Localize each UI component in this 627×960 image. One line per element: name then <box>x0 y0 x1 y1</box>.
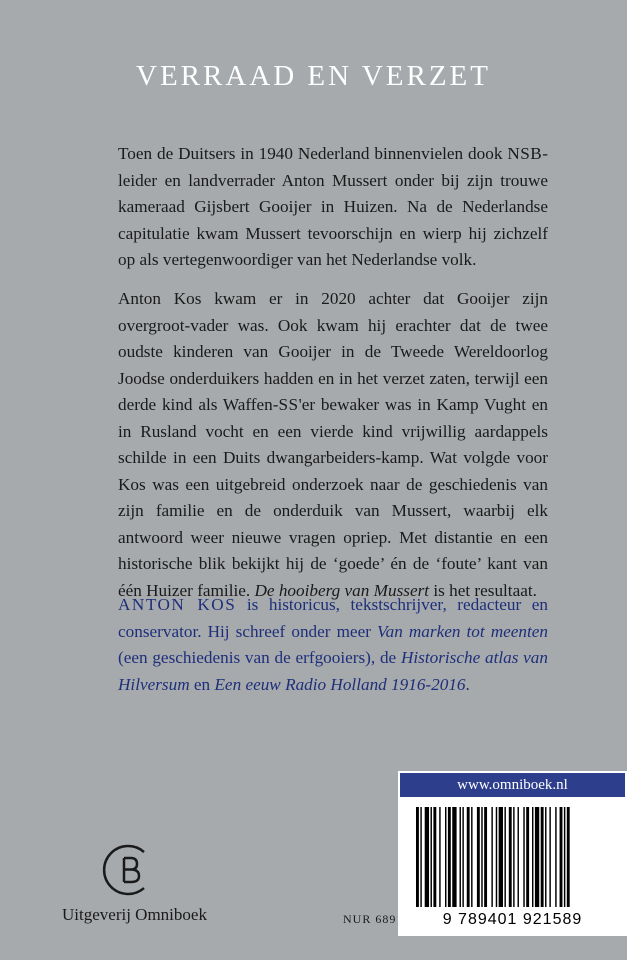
barcode-bar <box>416 807 419 907</box>
barcode-bar <box>526 807 529 907</box>
barcode-bar <box>425 807 429 907</box>
barcode-bar <box>460 807 461 907</box>
barcode-bar <box>462 807 463 907</box>
nsb-abbreviation: NSB <box>507 144 543 163</box>
barcode-bar <box>523 807 524 907</box>
barcode-bar <box>484 807 487 907</box>
author-bio: ANTON KOS is historicus, tekstschrijver, redacteur en conservator. Hij schreef onder meer Van marken tot meenten (een geschiedenis van de erfgooiers), de Historische atlas van Hilversum en Een eeuw Radio Holland 1916-2016. <box>118 595 548 694</box>
barcode-bar <box>448 807 451 907</box>
website-label: www.omniboek.nl <box>398 771 627 799</box>
cover-title: VERRAAD EN VERZET <box>136 60 491 92</box>
barcode-bar <box>564 807 565 907</box>
barcode-bar <box>532 807 533 907</box>
barcode-bar <box>499 807 503 907</box>
barcode-bar <box>491 807 492 907</box>
barcode-bar <box>433 807 436 907</box>
barcode-bar <box>439 807 440 907</box>
barcode-bar <box>560 807 563 907</box>
barcode-bar <box>535 807 539 907</box>
barcode-bar <box>545 807 546 907</box>
barcode-bar <box>509 807 512 907</box>
barcode-bar <box>431 807 432 907</box>
barcode-bar <box>420 807 421 907</box>
isbn-number: 9 789401 921589 <box>442 911 583 928</box>
barcode-bar <box>471 807 472 907</box>
barcode-bar <box>541 807 544 907</box>
ss-abbreviation: SS <box>278 395 299 414</box>
barcode-bar <box>555 807 556 907</box>
barcode-bar <box>467 807 470 907</box>
publisher-name: Uitgeverij Omniboek <box>62 905 207 924</box>
work-3: Een eeuw Radio Holland 1916-2016 <box>214 674 466 694</box>
barcode-bar <box>504 807 505 907</box>
barcode-bar <box>452 807 456 907</box>
author-name: ANTON KOS <box>118 595 237 614</box>
barcode-bar <box>567 807 570 907</box>
book-title: De hooiberg van Mussert <box>254 580 430 600</box>
barcode-bar <box>445 807 446 907</box>
barcode-bars <box>416 807 609 907</box>
barcode-bar <box>518 807 519 907</box>
summary-paragraph-1: Toen de Duitsers in 1940 Nederland binnenvielen dook NSB-leider en landverrader Anton Mussert onder bij zijn trouwe kameraad Gijsbert Gooijer in Huizen. Na de Nederlandse capitulatie kwam Mussert tevoorschijn en wierp hij zichzelf op als vertegenwoordiger van het Nederlandse volk. <box>118 144 548 269</box>
barcode-bar <box>513 807 514 907</box>
barcode-bar <box>549 807 550 907</box>
summary-paragraph-2: Anton Kos kwam er in 2020 achter dat Gooijer zijn overgroot-vader was. Ook kwam hij erachter dat de twee oudste kinderen van Gooijer in de Tweede Wereldoorlog Joodse onderduikers hadden en in het verzet zaten, terwijl een derde kind als Waffen-SS'er bewaker was in Kamp Vught en in Rusland vocht en een vierde kind vrijwillig aardappels schilde in een Duits dwangarbeiders-kamp. Wat volgde voor Kos was een uitgebreid onderzoek naar de geschiedenis van zijn familie en de onderduik van Mussert, waarbij elk antwoord weer nieuwe vragen opriep. Met distantie en een historische blik bekijkt hij de ‘goede’ én de ‘foute’ kant van één Huizer familie. De hooiberg van Mussert is het resultaat. <box>118 289 548 600</box>
barcode-bar <box>477 807 480 907</box>
omniboek-cb-logo-icon <box>100 840 160 900</box>
barcode-bar <box>496 807 497 907</box>
work-1: Van marken tot meenten <box>377 621 548 641</box>
work-2: Historische atlas van Hilversum <box>118 648 548 694</box>
barcode-bar <box>481 807 482 907</box>
nur-code: NUR 689 <box>343 912 397 926</box>
barcode <box>398 799 627 936</box>
